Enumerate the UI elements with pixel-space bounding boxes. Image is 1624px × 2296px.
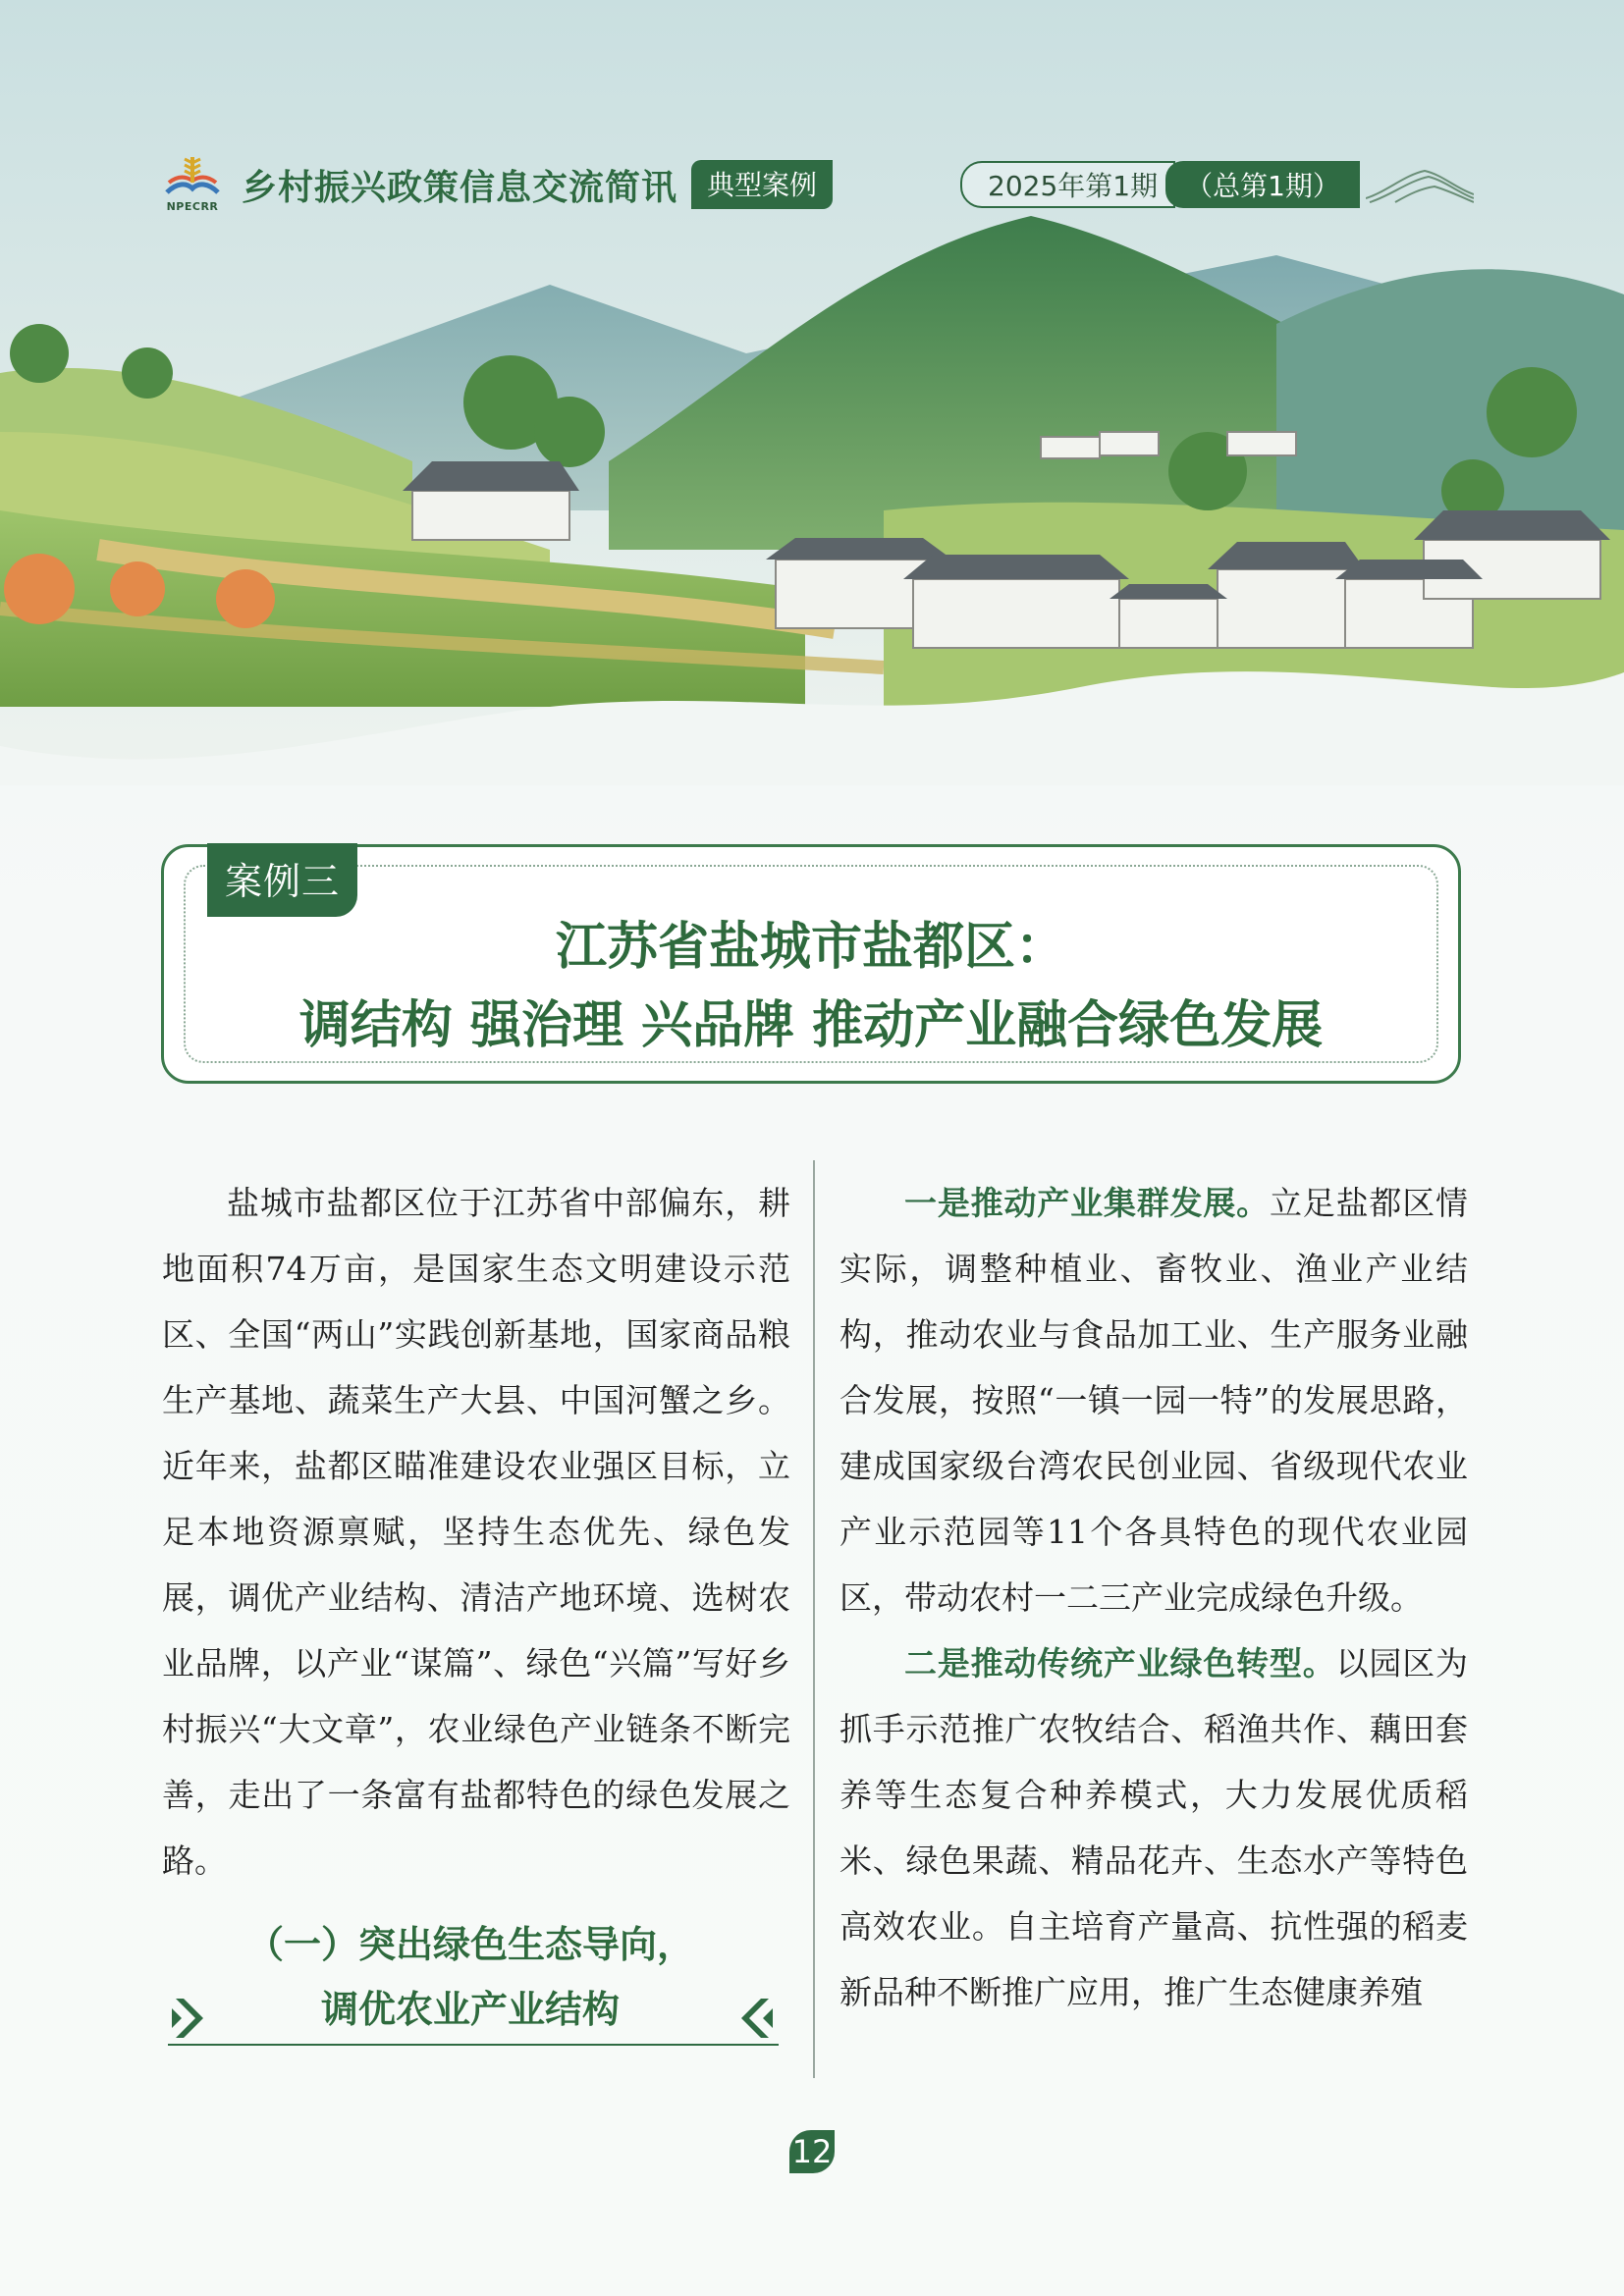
paragraph-one	[839, 1170, 1468, 1630]
case-title	[164, 908, 1458, 1065]
chevron-left-icon	[733, 1995, 773, 2042]
page-number: 12	[789, 2130, 835, 2173]
chevron-right-icon	[172, 1995, 211, 2042]
issue-number: 2025年第1期	[960, 161, 1175, 208]
paragraph-two-lead: 二是推动传统产业绿色转型。	[904, 1644, 1336, 1682]
right-column	[839, 1170, 1468, 2025]
section-label: 典型案例	[691, 160, 833, 209]
publication-title: 乡村振兴政策信息交流简讯	[242, 167, 678, 208]
paragraph-two-text: 以园区为抓手示范推广农牧结合、稻渔共作、藕田套养等生态复合种养模式，大力发展优质稻米、绿色果蔬、精品花卉、生态水产等特色高效农业。自主培育产量高、抗性强的稻麦新品种不断推广应用，推广生态健康养殖	[839, 1644, 1468, 2011]
subheading-rule	[168, 2044, 779, 2046]
case-title-box	[161, 844, 1461, 1084]
publication-header	[157, 157, 833, 212]
subheading-line1: （一）突出绿色生态导向，	[245, 1923, 694, 1966]
issue-total: （总第1期）	[1165, 161, 1360, 208]
intro-paragraph: 盐城市盐都区位于江苏省中部偏东，耕地面积74万亩，是国家生态文明建设示范区、全国“两山”实践创新基地，国家商品粮生产基地、蔬菜生产大县、中国河蟹之乡。近年来，盐都区瞄准建设农业强区目标，立足本地资源禀赋，坚持生态优先、绿色发展，调优产业结构、清洁产地环境、选树农业品牌，以产业“谋篇”、绿色“兴篇”写好乡村振兴“大文章”，农业绿色产业链条不断完善，走出了一条富有盐都特色的绿色发展之路。	[162, 1184, 790, 1880]
subheading-line2: 调优农业产业结构	[320, 1988, 620, 2031]
logo-emblem-icon	[157, 153, 228, 200]
hero-illustration	[0, 0, 1624, 785]
paragraph-one-text: 立足盐都区情实际，调整种植业、畜牧业、渔业产业结构，推动农业与食品加工业、生产服务业融合发展，按照“一镇一园一特”的发展思路，建成国家级台湾农民创业园、省级现代农业产业示范园等11个各具特色的现代农业园区，带动农村一二三产业完成绿色升级。	[839, 1184, 1468, 1617]
case-title-line2: 调结构 强治理 兴品牌 推动产业融合绿色发展	[298, 996, 1324, 1055]
logo-text: NPECRR	[166, 200, 219, 213]
paragraph-one-lead: 一是推动产业集群发展。	[904, 1184, 1270, 1222]
column-divider	[813, 1160, 815, 2078]
mountain-lines-icon	[1366, 165, 1474, 204]
left-column	[162, 1170, 790, 1894]
subheading	[162, 1912, 779, 2042]
case-title-line1: 江苏省盐城市盐都区：	[555, 918, 1066, 977]
paragraph-two	[839, 1630, 1468, 2025]
case-tag: 案例三	[207, 843, 357, 917]
npecrr-logo	[157, 153, 228, 216]
issue-info	[960, 165, 1474, 204]
village-landscape-illustration	[0, 0, 1624, 785]
